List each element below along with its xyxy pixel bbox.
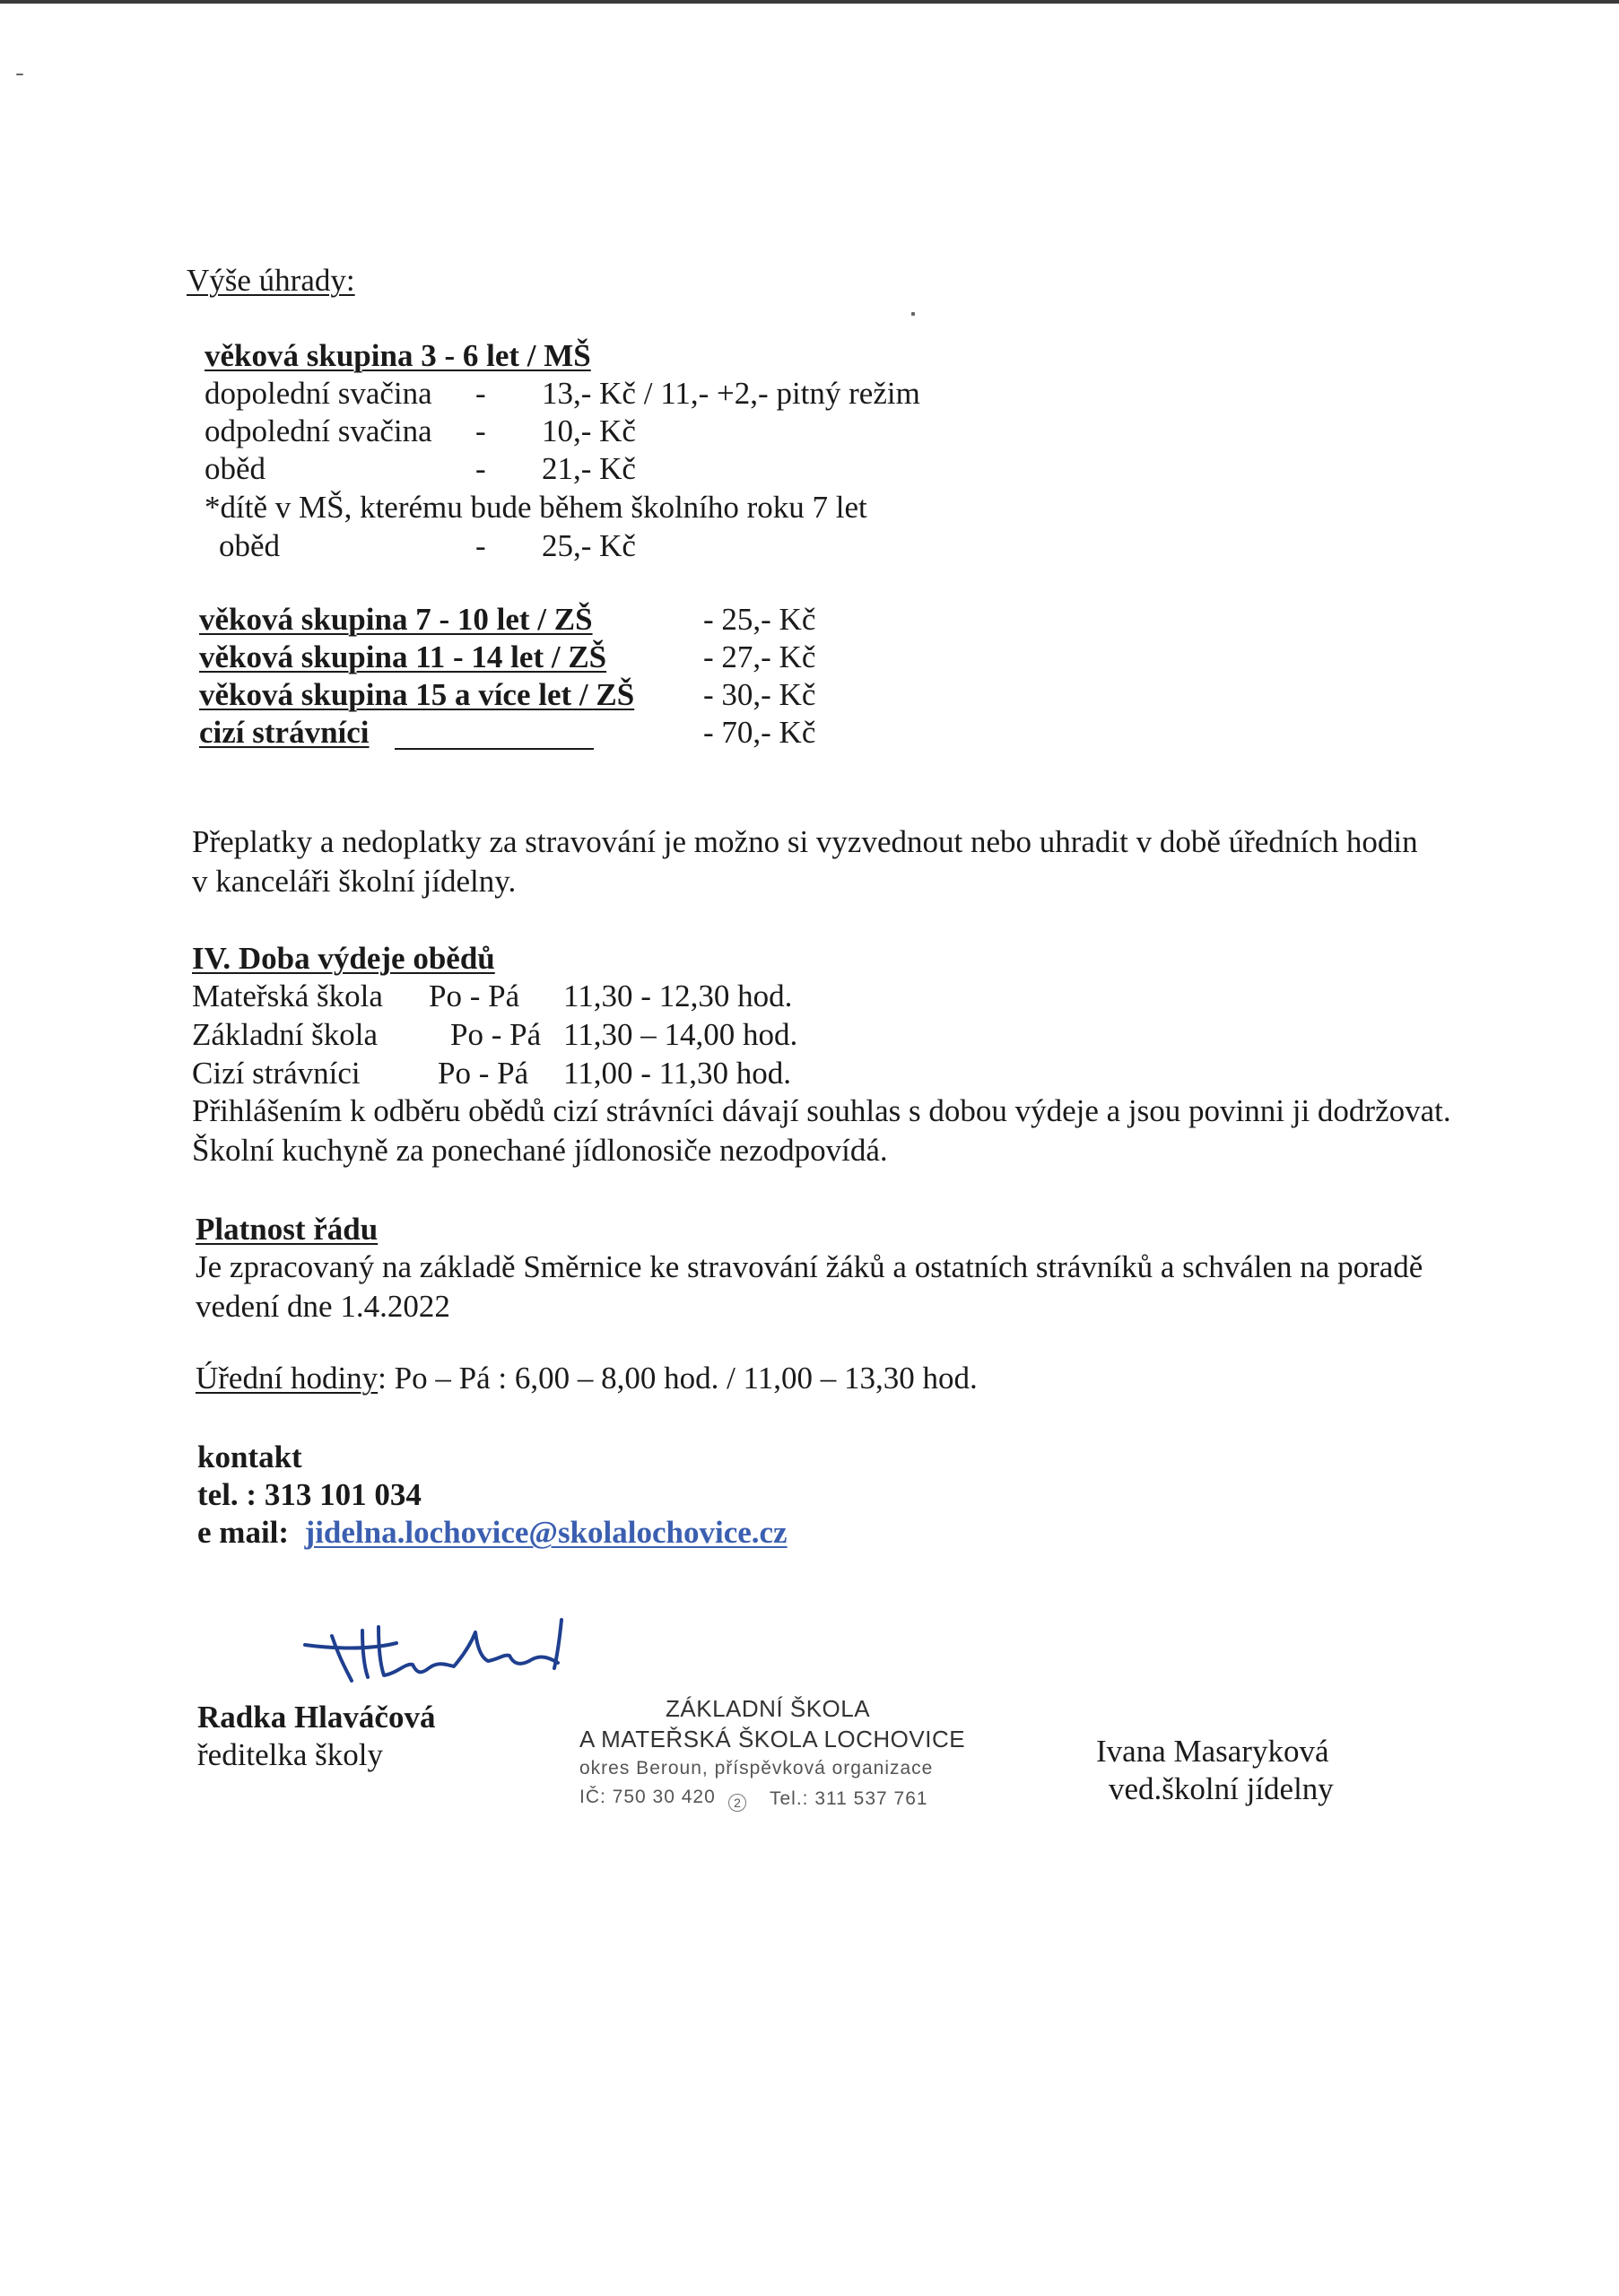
signature-scribble bbox=[296, 1611, 583, 1709]
stamp-line-5: Tel.: 311 537 761 bbox=[770, 1788, 928, 1809]
office-hours-label: Úřední hodiny bbox=[196, 1361, 379, 1396]
contact-heading: kontakt bbox=[197, 1439, 302, 1474]
price-row-price: 25,- Kč bbox=[542, 528, 636, 563]
age-group-label: věková skupina 15 a více let / ZŠ bbox=[199, 677, 635, 712]
price-row-dash: - bbox=[475, 376, 486, 411]
price-row-label: oběd bbox=[219, 528, 281, 563]
serving-days: Po - Pá bbox=[438, 1056, 529, 1091]
price-row-price: 10,- Kč bbox=[542, 413, 636, 448]
serving-days: Po - Pá bbox=[450, 1017, 542, 1052]
stamp-line-3: okres Beroun, příspěvková organizace bbox=[579, 1758, 934, 1779]
serving-time: 11,00 - 11,30 hod. bbox=[563, 1056, 792, 1091]
underline-rule bbox=[395, 748, 594, 750]
serving-place: Základní škola bbox=[192, 1017, 379, 1052]
contact-email-row bbox=[197, 1514, 788, 1552]
signature-left-name: Radka Hlaváčová bbox=[197, 1700, 436, 1735]
price-row-price: 21,- Kč bbox=[542, 451, 636, 486]
stamp-line-1: ZÁKLADNÍ ŠKOLA bbox=[666, 1695, 871, 1722]
price-row-price: 13,- Kč / 11,- +2,- pitný režim bbox=[542, 376, 920, 411]
price-row-dash: - bbox=[475, 528, 486, 563]
price-row-dash: - bbox=[475, 413, 486, 448]
signature-left-role: ředitelka školy bbox=[197, 1737, 384, 1772]
serving-time: 11,30 – 14,00 hod. bbox=[563, 1017, 798, 1052]
overpayment-line-2: v kanceláři školní jídelny. bbox=[192, 864, 517, 899]
serving-note-1: Přihlášením k odběru obědů cizí strávníci dávají souhlas s dobou výdeje a jsou povinni ji dodržovat. bbox=[192, 1093, 1451, 1128]
stamp-line-4: IČ: 750 30 420 bbox=[579, 1787, 716, 1807]
stamp-line-2: A MATEŘSKÁ ŠKOLA LOCHOVICE bbox=[579, 1726, 966, 1752]
age-group-price: - 30,- Kč bbox=[703, 677, 816, 712]
validity-heading: Platnost řádu bbox=[196, 1212, 379, 1247]
stamp-mark: 2 bbox=[728, 1794, 746, 1812]
payment-heading: Výše úhrady: bbox=[187, 263, 355, 298]
age-group-price: - 70,- Kč bbox=[703, 715, 816, 750]
office-hours bbox=[196, 1360, 978, 1397]
age-group-price: - 25,- Kč bbox=[703, 602, 816, 637]
scan-speck bbox=[911, 312, 915, 316]
scan-top-edge bbox=[0, 0, 1619, 4]
overpayment-line-1: Přeplatky a nedoplatky za stravování je možno si vyzvednout nebo uhradit v době úředních hodin bbox=[192, 824, 1418, 859]
validity-line-1: Je zpracovaný na základě Směrnice ke stravování žáků a ostatních strávníků a schválen na poradě bbox=[196, 1249, 1423, 1284]
office-hours-value: : Po – Pá : 6,00 – 8,00 hod. / 11,00 – 13,30 hod. bbox=[378, 1361, 978, 1396]
serving-place: Cizí strávníci bbox=[192, 1056, 361, 1091]
price-row-label: odpolední svačina bbox=[205, 413, 432, 448]
contact-email-link[interactable]: jidelna.lochovice@skolalochovice.cz bbox=[304, 1515, 788, 1550]
age-group-label: věková skupina 7 - 10 let / ZŠ bbox=[199, 602, 593, 637]
price-row-label: dopolední svačina bbox=[205, 376, 432, 411]
serving-days: Po - Pá bbox=[429, 978, 520, 1013]
signature-right-name: Ivana Masaryková bbox=[1096, 1734, 1329, 1769]
scan-speck bbox=[16, 74, 23, 75]
age-group-label: věková skupina 11 - 14 let / ZŠ bbox=[199, 639, 607, 674]
age-group-price: - 27,- Kč bbox=[703, 639, 816, 674]
contact-email-label: e mail: bbox=[197, 1515, 290, 1550]
validity-line-2: vedení dne 1.4.2022 bbox=[196, 1289, 450, 1324]
contact-phone: tel. : 313 101 034 bbox=[197, 1477, 422, 1512]
signature-right-role: ved.školní jídelny bbox=[1109, 1771, 1334, 1806]
age-group-ms-heading: věková skupina 3 - 6 let / MŠ bbox=[205, 338, 591, 373]
ms-note: *dítě v MŠ, kterému bude během školního roku 7 let bbox=[205, 490, 867, 525]
serving-place: Mateřská škola bbox=[192, 978, 383, 1013]
price-row-label: oběd bbox=[205, 451, 266, 486]
price-row-dash: - bbox=[475, 451, 486, 486]
serving-heading: IV. Doba výdeje obědů bbox=[192, 941, 495, 976]
age-group-label: cizí strávníci bbox=[199, 715, 370, 750]
serving-note-2: Školní kuchyně za ponechané jídlonosiče nezodpovídá. bbox=[192, 1133, 888, 1168]
serving-time: 11,30 - 12,30 hod. bbox=[563, 978, 793, 1013]
